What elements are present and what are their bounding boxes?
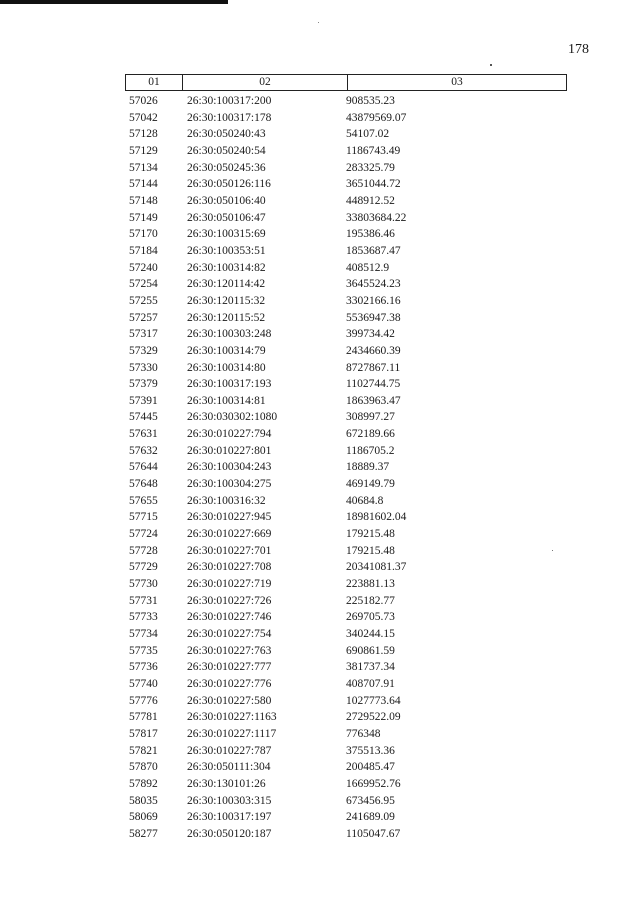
- table-cell: 26:30:050126:116: [187, 178, 271, 191]
- table-cell: 381737.34: [346, 661, 395, 674]
- table-cell: 57329: [129, 344, 158, 357]
- table-cell: 26:30:030302:1080: [187, 411, 278, 424]
- table-row: [125, 659, 567, 676]
- table-cell: 195386.46: [346, 228, 395, 241]
- data-table: [125, 74, 567, 843]
- table-cell: 57631: [129, 428, 158, 441]
- table-cell: 26:30:100317:193: [187, 378, 272, 391]
- table-row: [125, 210, 567, 227]
- table-cell: 57655: [129, 494, 158, 507]
- table-row: [125, 193, 567, 210]
- table-cell: 57729: [129, 561, 158, 574]
- table-row: [125, 160, 567, 177]
- table-cell: 408512.9: [346, 261, 390, 274]
- table-cell: 57730: [129, 578, 158, 591]
- table-cell: 673456.95: [346, 794, 395, 807]
- table-row: [125, 443, 567, 460]
- table-cell: 57379: [129, 378, 158, 391]
- table-cell: 57715: [129, 511, 158, 524]
- table-cell: 26:30:100315:69: [187, 228, 266, 241]
- table-row: [125, 809, 567, 826]
- table-cell: 26:30:050120:187: [187, 827, 272, 840]
- table-cell: 3302166.16: [346, 294, 401, 307]
- table-cell: 57724: [129, 528, 158, 541]
- table-cell: 57740: [129, 677, 158, 690]
- table-cell: 225182.77: [346, 594, 395, 607]
- table-cell: 57255: [129, 294, 158, 307]
- table-cell: 26:30:010227:708: [187, 561, 272, 574]
- top-rule: [0, 0, 228, 4]
- table-row: [125, 693, 567, 710]
- table-cell: 57254: [129, 278, 158, 291]
- table-cell: 58035: [129, 794, 158, 807]
- table-cell: 908535.23: [346, 95, 395, 107]
- table-cell: 672189.66: [346, 428, 395, 441]
- table-cell: 57736: [129, 661, 158, 674]
- page-number: 178: [568, 42, 589, 57]
- table-cell: 2729522.09: [346, 711, 401, 724]
- table-cell: 58277: [129, 827, 158, 840]
- table-cell: 57170: [129, 228, 158, 241]
- table-cell: 57144: [129, 178, 158, 191]
- table-cell: 26:30:010227:777: [187, 661, 272, 674]
- table-cell: 1863963.47: [346, 394, 401, 407]
- table-cell: 223881.13: [346, 578, 395, 591]
- table-cell: 283325.79: [346, 161, 395, 174]
- table-cell: 179215.48: [346, 528, 395, 541]
- table-row: [125, 176, 567, 193]
- table-cell: 408707.91: [346, 677, 395, 690]
- table-cell: 18981602.04: [346, 511, 407, 524]
- table-row: [125, 276, 567, 293]
- table-cell: 448912.52: [346, 194, 395, 207]
- table-cell: 26:30:100317:178: [187, 111, 272, 124]
- table-row: [125, 293, 567, 310]
- table-cell: 57240: [129, 261, 158, 274]
- table-row: [125, 759, 567, 776]
- table-cell: 57632: [129, 444, 158, 457]
- table-row: [125, 493, 567, 510]
- table-row: [125, 326, 567, 343]
- table-cell: 57776: [129, 694, 158, 707]
- table-cell: 26:30:120115:52: [187, 311, 266, 324]
- table-cell: 200485.47: [346, 761, 395, 774]
- table-cell: 690861.59: [346, 644, 395, 657]
- table-cell: 26:30:010227:763: [187, 644, 272, 657]
- table-cell: 1102744.75: [346, 378, 401, 391]
- table-cell: 57728: [129, 544, 158, 557]
- table-cell: 26:30:010227:945: [187, 511, 272, 524]
- table-cell: 1853687.47: [346, 244, 401, 257]
- table-cell: 57042: [129, 111, 158, 124]
- table-cell: 26:30:100314:79: [187, 344, 266, 357]
- table-cell: 57391: [129, 394, 158, 407]
- table-cell: 26:30:010227:580: [187, 694, 272, 707]
- table-cell: 241689.09: [346, 811, 395, 824]
- table-cell: 57870: [129, 761, 158, 774]
- table-row: [125, 226, 567, 243]
- table-row: [125, 310, 567, 327]
- table-cell: 776348: [346, 727, 381, 740]
- table-cell: 26:30:010227:794: [187, 428, 272, 441]
- table-cell: 179215.48: [346, 544, 395, 557]
- table-cell: 26:30:100317:197: [187, 811, 272, 824]
- table-cell: 57892: [129, 777, 158, 790]
- table-cell: 26:30:100316:32: [187, 494, 266, 507]
- scan-speck: [490, 64, 492, 66]
- table-row: [125, 509, 567, 526]
- scan-speck: [318, 22, 319, 23]
- table-cell: 26:30:010227:701: [187, 544, 272, 557]
- table-cell: 26:30:100314:80: [187, 361, 266, 374]
- table-cell: 57781: [129, 711, 158, 724]
- table-cell: 57644: [129, 461, 158, 474]
- table-row: [125, 559, 567, 576]
- table-cell: 26:30:100304:275: [187, 478, 272, 491]
- table-cell: 26:30:120115:32: [187, 294, 266, 307]
- table-row: [125, 143, 567, 160]
- table-row: [125, 726, 567, 743]
- table-cell: 26:30:050106:40: [187, 194, 266, 207]
- table-cell: 26:30:120114:42: [187, 278, 266, 291]
- table-cell: 26:30:010227:1163: [187, 711, 277, 724]
- table-cell: 57148: [129, 194, 158, 207]
- table-cell: 26:30:100304:243: [187, 461, 272, 474]
- table-cell: 26:30:010227:801: [187, 444, 272, 457]
- table-row: [125, 409, 567, 426]
- table-cell: 26:30:130101:26: [187, 777, 266, 790]
- table-cell: 375513.36: [346, 744, 395, 757]
- table-cell: 26:30:050245:36: [187, 161, 266, 174]
- table-cell: 43879569.07: [346, 111, 407, 124]
- table-cell: 26:30:010227:719: [187, 578, 272, 591]
- table-cell: 340244.15: [346, 628, 395, 640]
- table-cell: 57317: [129, 328, 158, 341]
- table-cell: 26:30:100353:51: [187, 244, 266, 257]
- table-cell: 269705.73: [346, 611, 395, 624]
- table-cell: 18889.37: [346, 461, 390, 474]
- table-cell: 54107.02: [346, 128, 390, 141]
- table-row: [125, 526, 567, 543]
- table-row: [125, 126, 567, 143]
- table-row: [125, 576, 567, 593]
- table-cell: 57184: [129, 244, 158, 257]
- table-cell: 57445: [129, 411, 158, 424]
- table-row: [125, 260, 567, 277]
- table-row: [125, 376, 567, 393]
- table-cell: 26:30:100303:248: [187, 328, 272, 341]
- table-row: [125, 626, 567, 643]
- table-cell: 57134: [129, 161, 158, 174]
- table-cell: 469149.79: [346, 478, 395, 491]
- table-cell: 57330: [129, 361, 158, 374]
- table-cell: 57735: [129, 644, 158, 657]
- table-cell: 57149: [129, 211, 158, 224]
- table-cell: 57257: [129, 311, 158, 324]
- table-cell: 26:30:050240:54: [187, 144, 266, 157]
- table-row: [125, 793, 567, 810]
- table-cell: 57817: [129, 727, 158, 740]
- table-row: [125, 609, 567, 626]
- table-cell: 33803684.22: [346, 211, 407, 224]
- table-cell: 26:30:010227:754: [187, 628, 272, 640]
- table-cell: 57731: [129, 594, 158, 607]
- table-cell: 1669952.76: [346, 777, 401, 790]
- table-row: [125, 643, 567, 660]
- table-cell: 20341081.37: [346, 561, 407, 574]
- table-row: [125, 743, 567, 760]
- table-row: [125, 426, 567, 443]
- table-cell: 26:30:100303:315: [187, 794, 272, 807]
- table-cell: 26:30:100314:81: [187, 394, 266, 407]
- table-cell: 26:30:010227:776: [187, 677, 272, 690]
- table-cell: 26:30:010227:746: [187, 611, 272, 624]
- column-header-02: 02: [182, 75, 347, 90]
- table-cell: 1105047.67: [346, 827, 401, 840]
- table-cell: 57734: [129, 628, 158, 640]
- table-cell: 8727867.11: [346, 361, 401, 374]
- table-cell: 26:30:010227:669: [187, 528, 272, 541]
- table-cell: 1186743.49: [346, 144, 401, 157]
- table-cell: 57733: [129, 611, 158, 624]
- table-cell: 26:30:050111:304: [187, 761, 271, 774]
- table-row: [125, 826, 567, 843]
- table-cell: 26:30:050106:47: [187, 211, 266, 224]
- table-cell: 57128: [129, 128, 158, 141]
- table-cell: 57648: [129, 478, 158, 491]
- table-row: [125, 776, 567, 793]
- table-cell: 26:30:010227:1117: [187, 727, 277, 740]
- table-cell: 26:30:050240:43: [187, 128, 266, 141]
- column-header-01: 01: [148, 76, 160, 88]
- table-row: [125, 676, 567, 693]
- table-row: [125, 593, 567, 610]
- table-cell: 26:30:010227:787: [187, 744, 272, 757]
- table-row: [125, 93, 567, 110]
- table-cell: 1186705.2: [346, 444, 395, 457]
- table-row: [125, 476, 567, 493]
- table-row: [125, 243, 567, 260]
- table-cell: 308997.27: [346, 411, 395, 424]
- table-row: [125, 459, 567, 476]
- table-cell: 57821: [129, 744, 158, 757]
- table-cell: 399734.42: [346, 328, 395, 341]
- table-cell: 26:30:100314:82: [187, 261, 266, 274]
- column-header-03: 03: [347, 75, 566, 90]
- table-body: [125, 93, 567, 843]
- table-cell: 57026: [129, 95, 158, 107]
- table-cell: 26:30:010227:726: [187, 594, 272, 607]
- table-row: [125, 110, 567, 127]
- table-row: [125, 543, 567, 560]
- table-cell: 5536947.38: [346, 311, 401, 324]
- table-cell: 26:30:100317:200: [187, 95, 272, 107]
- table-cell: 40684.8: [346, 494, 384, 507]
- table-cell: 1027773.64: [346, 694, 401, 707]
- table-row: [125, 709, 567, 726]
- table-cell: 58069: [129, 811, 158, 824]
- table-cell: 3645524.23: [346, 278, 401, 291]
- table-row: [125, 393, 567, 410]
- table-row: [125, 343, 567, 360]
- table-cell: 2434660.39: [346, 344, 401, 357]
- table-cell: 57129: [129, 144, 158, 157]
- table-cell: 3651044.72: [346, 178, 401, 191]
- table-row: [125, 360, 567, 377]
- table-header: [125, 74, 567, 91]
